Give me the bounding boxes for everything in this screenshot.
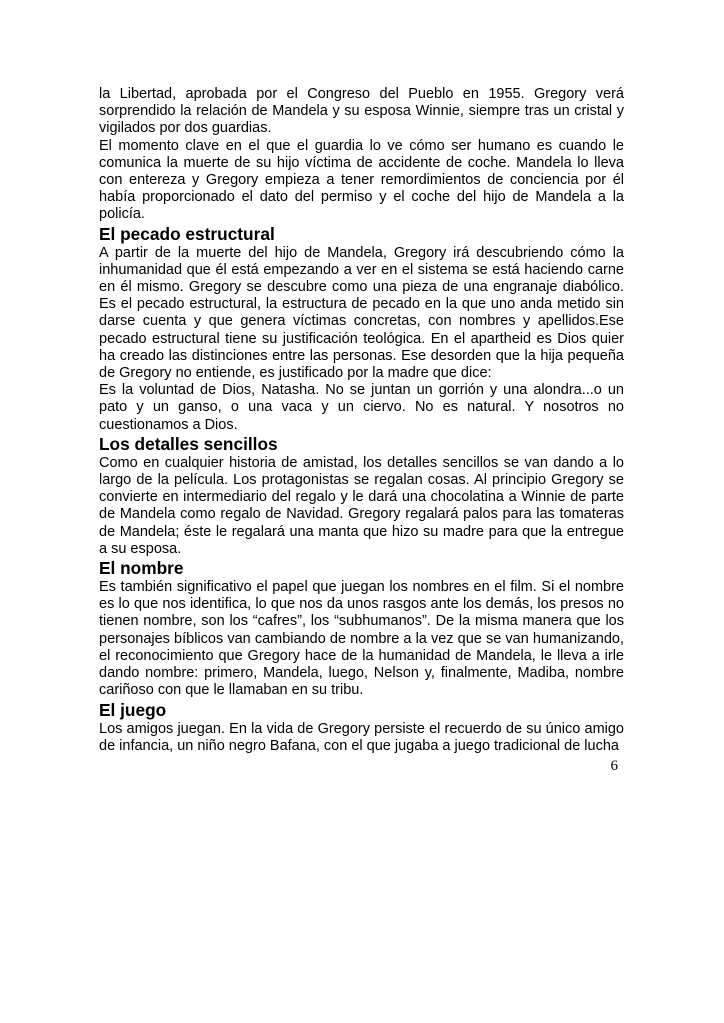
page-number: 6: [610, 757, 618, 774]
section-heading-el-nombre: El nombre: [99, 558, 184, 579]
section-heading-el-juego: El juego: [99, 699, 167, 720]
page-content: [99, 86, 624, 775]
paragraph-continuation-libertad: la Libertad, aprobada por el Congreso del Pueblo en 1955. Gregory verá sorprendido la relación de Mandela y su esposa Winnie, siempre tras un cristal y vigilados por dos guardias.: [99, 86, 624, 137]
paragraph-el-juego: Los amigos juegan. En la vida de Gregory persiste el recuerdo de su único amigo de infancia, un niño negro Bafana, con el que jugaba a juego tradicional de lucha: [99, 720, 624, 754]
paragraph-detalles-sencillos: Como en cualquier historia de amistad, los detalles sencillos se van dando a lo largo de la película. Los protagonistas se regalan cosas. Al principio Gregory se convierte en intermediario del regalo y le dará una chocolatina a Winnie de parte de Mandela como regalo de Navidad. Gregory regalará palos para las tomateras de Mandela; éste le regalará una manta que hizo su madre para que la entregue a su esposa.: [99, 454, 624, 557]
paragraph-pecado-estructural: A partir de la muerte del hijo de Mandela, Gregory irá descubriendo cómo la inhumanidad que él está empezando a ver en el sistema se está haciendo carne en él mismo. Gregory se descubre como una pieza de una engranaje diabólico. Es el pecado estructural, la estructura de pecado en la que uno anda metido sin darse cuenta y que genera víctimas concretas, con nombres y apellidos.Ese pecado estructural tiene su justificación teológica. En el apartheid es Dios quier ha creado las distinciones entre las personas. Ese desorden que la hija pequeña de Gregory no entiende, es justificado por la madre que dice:: [99, 244, 624, 382]
paragraph-el-nombre: Es también significativo el papel que juegan los nombres en el film. Si el nombre es lo que nos identifica, lo que nos da unos rasgos ante los demás, los presos no tienen nombre, son los “cafres”, los “subhumanos”. De la misma manera que los personajes bíblicos van cambiando de nombre a la vez que se van humanizando, el reconocimiento que Gregory hace de la humanidad de Mandela, le lleva a irle dando nombre: primero, Mandela, luego, Nelson y, finalmente, Madiba, nombre cariñoso con que le llamaban en su tribu.: [99, 579, 624, 699]
section-heading-el-pecado-estructural: El pecado estructural: [99, 223, 275, 244]
paragraph-quote-voluntad-de-dios: Es la voluntad de Dios, Natasha. No se juntan un gorrión y una alondra...o un pato y un ganso, o una vaca y un ciervo. No es natural. Y nosotros no cuestionamos a Dios.: [99, 382, 624, 433]
section-heading-los-detalles-sencillos: Los detalles sencillos: [99, 433, 278, 454]
paragraph-momento-clave: El momento clave en el que el guardia lo ve cómo ser humano es cuando le comunica la muerte de su hijo víctima de accidente de coche. Mandela lo lleva con entereza y Gregory empieza a tener remordimientos de conciencia por él había proporcionado el dato del permiso y el coche del hijo de Mandela a la policía.: [99, 137, 624, 223]
